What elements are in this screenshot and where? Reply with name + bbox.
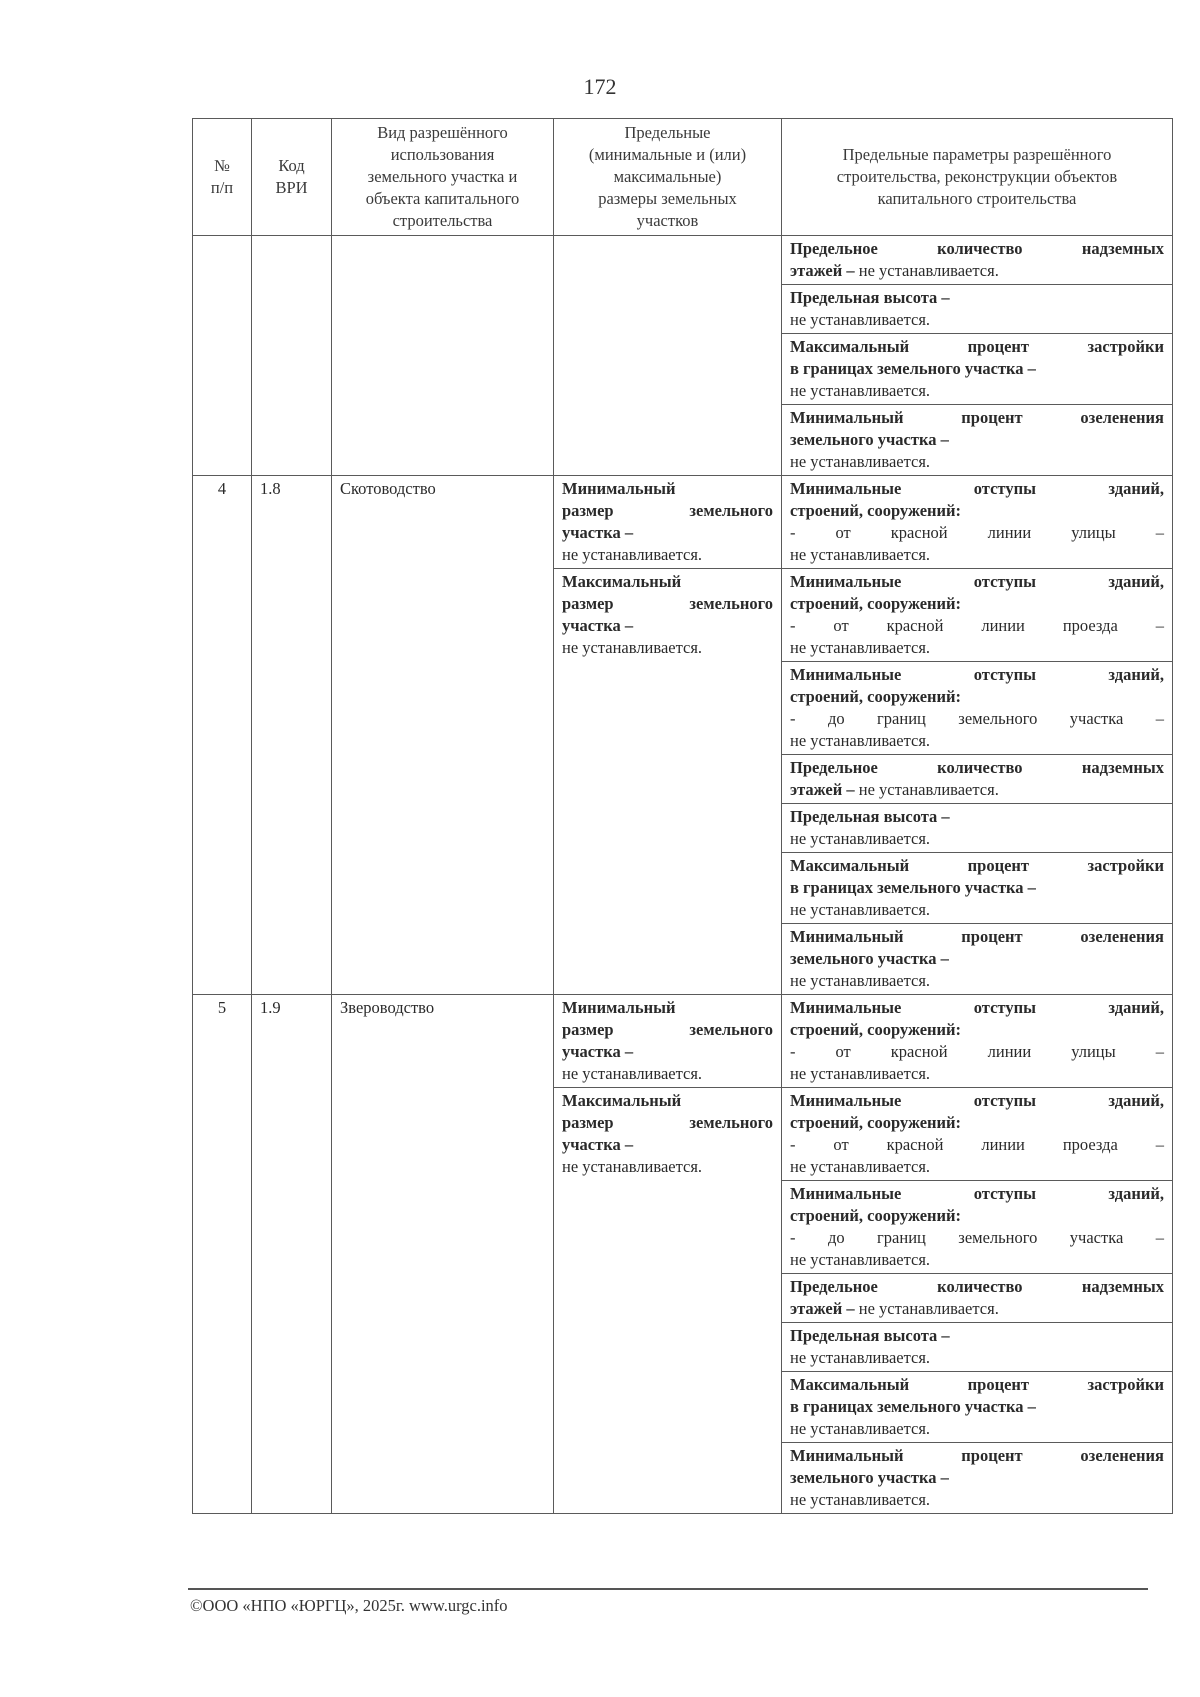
cell-sizes	[554, 236, 782, 476]
table-row	[193, 236, 1173, 285]
cell-name: Звероводство	[332, 995, 554, 1514]
param-offset-driveway: Минимальные отступы зданий, строений, сооружений: - от красной линии проезда – не устанавливается.	[782, 569, 1173, 662]
cell-min-size: Минимальный размер земельного участка – не устанавливается.	[554, 476, 782, 569]
param-offset-boundary: Минимальные отступы зданий, строений, сооружений: - до границ земельного участка – не устанавливается.	[782, 1181, 1173, 1274]
cell-num: 5	[193, 995, 252, 1514]
cell-code: 1.8	[252, 476, 332, 995]
cell-code: 1.9	[252, 995, 332, 1514]
param-green-percent: Минимальный процент озеленения земельного участка – не устанавливается.	[782, 1443, 1173, 1514]
cell-min-size: Минимальный размер земельного участка – не устанавливается.	[554, 995, 782, 1088]
header-plot-sizes: Предельные (минимальные и (или) максимальные) размеры земельных участков	[554, 119, 782, 236]
param-green-percent: Минимальный процент озеленения земельного участка – не устанавливается.	[782, 924, 1173, 995]
param-offset-street: Минимальные отступы зданий, строений, сооружений: - от красной линии улицы – не устанавливается.	[782, 476, 1173, 569]
zoning-table-wrapper	[192, 118, 1172, 1514]
param-green-percent: Минимальный процент озеленения земельного участка – не устанавливается.	[782, 405, 1173, 476]
param-build-percent: Максимальный процент застройки в границах земельного участка – не устанавливается.	[782, 1372, 1173, 1443]
zoning-table	[192, 118, 1173, 1514]
param-offset-street: Минимальные отступы зданий, строений, сооружений: - от красной линии улицы – не устанавливается.	[782, 995, 1173, 1088]
param-height: Предельная высота – не устанавливается.	[782, 285, 1173, 334]
cell-num: 4	[193, 476, 252, 995]
cell-name: Скотоводство	[332, 476, 554, 995]
param-build-percent: Максимальный процент застройки в границах земельного участка – не устанавливается.	[782, 334, 1173, 405]
header-use-type: Вид разрешённого использования земельного участка и объекта капитального строительства	[332, 119, 554, 236]
cell-name	[332, 236, 554, 476]
cell-max-size: Максимальный размер земельного участка – не устанавливается.	[554, 569, 782, 995]
table-row	[193, 995, 1173, 1088]
param-floors: Предельное количество надземных этажей – не устанавливается.	[782, 1274, 1173, 1323]
param-height: Предельная высота – не устанавливается.	[782, 1323, 1173, 1372]
cell-max-size: Максимальный размер земельного участка – не устанавливается.	[554, 1088, 782, 1514]
param-offset-driveway: Минимальные отступы зданий, строений, сооружений: - от красной линии проезда – не устанавливается.	[782, 1088, 1173, 1181]
table-row	[193, 476, 1173, 569]
footer-copyright: ©ООО «НПО «ЮРГЦ», 2025г. www.urgc.info	[190, 1596, 508, 1615]
param-floors: Предельное количество надземных этажей – не устанавливается.	[782, 755, 1173, 804]
page-number: 172	[583, 74, 617, 99]
header-num: № п/п	[193, 119, 252, 236]
header-parameters: Предельные параметры разрешённого строительства, реконструкции объектов капитального строительства	[782, 119, 1173, 236]
footer-divider	[188, 1588, 1148, 1590]
param-height: Предельная высота – не устанавливается.	[782, 804, 1173, 853]
param-build-percent: Максимальный процент застройки в границах земельного участка – не устанавливается.	[782, 853, 1173, 924]
cell-code	[252, 236, 332, 476]
param-offset-boundary: Минимальные отступы зданий, строений, сооружений: - до границ земельного участка – не устанавливается.	[782, 662, 1173, 755]
table-header-row	[193, 119, 1173, 236]
param-floors: Предельное количество надземных этажей – не устанавливается.	[782, 236, 1173, 285]
cell-num	[193, 236, 252, 476]
header-code: Код ВРИ	[252, 119, 332, 236]
